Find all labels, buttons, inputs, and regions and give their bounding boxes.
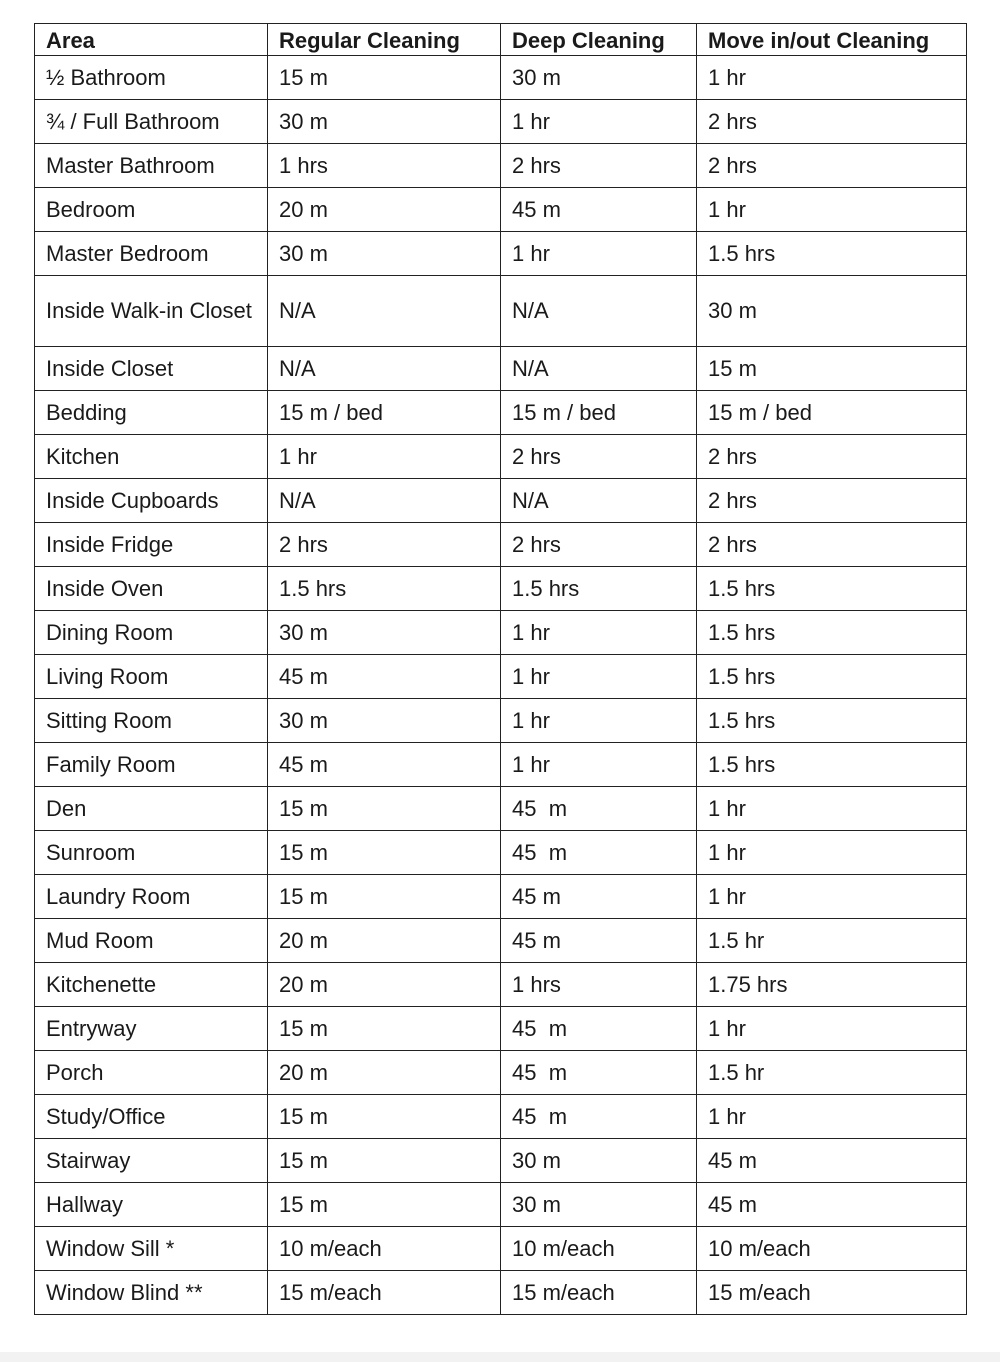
cell-area: Porch	[35, 1051, 268, 1095]
cell-regular: 1.5 hrs	[268, 567, 501, 611]
cell-deep: 45 m	[501, 875, 697, 919]
cell-area: Inside Walk-in Closet	[35, 276, 268, 347]
cell-area: ½ Bathroom	[35, 56, 268, 100]
cell-area: Family Room	[35, 743, 268, 787]
cell-regular: 2 hrs	[268, 523, 501, 567]
cell-move: 45 m	[697, 1183, 967, 1227]
table-row	[35, 963, 967, 1007]
cell-regular: 15 m	[268, 787, 501, 831]
table-row	[35, 875, 967, 919]
cell-area: Den	[35, 787, 268, 831]
cell-move: 1 hr	[697, 1095, 967, 1139]
cell-move: 1 hr	[697, 56, 967, 100]
cell-deep: 45 m	[501, 1007, 697, 1051]
table-row	[35, 1051, 967, 1095]
cell-area: Stairway	[35, 1139, 268, 1183]
cell-deep: 1.5 hrs	[501, 567, 697, 611]
cell-deep: 1 hr	[501, 743, 697, 787]
cell-area: Dining Room	[35, 611, 268, 655]
cell-deep: 1 hr	[501, 655, 697, 699]
table-row	[35, 787, 967, 831]
table-row	[35, 919, 967, 963]
cell-regular: 30 m	[268, 232, 501, 276]
table-row	[35, 1007, 967, 1051]
cell-deep: 2 hrs	[501, 435, 697, 479]
cell-deep: 45 m	[501, 1095, 697, 1139]
cell-regular: 20 m	[268, 919, 501, 963]
cell-area: Sunroom	[35, 831, 268, 875]
cell-deep: N/A	[501, 276, 697, 347]
cell-regular: 15 m	[268, 875, 501, 919]
table-row	[35, 567, 967, 611]
cell-regular: 20 m	[268, 188, 501, 232]
cell-regular: N/A	[268, 276, 501, 347]
header-move-in-out-cleaning: Move in/out Cleaning	[697, 24, 967, 56]
cell-move: 1.5 hrs	[697, 655, 967, 699]
cell-regular: 15 m/each	[268, 1271, 501, 1315]
cell-deep: 1 hr	[501, 100, 697, 144]
cell-move: 1.5 hrs	[697, 232, 967, 276]
cell-area: Inside Closet	[35, 347, 268, 391]
cell-regular: 20 m	[268, 963, 501, 1007]
header-area: Area	[35, 24, 268, 56]
cell-deep: 10 m/each	[501, 1227, 697, 1271]
cell-area: Bedroom	[35, 188, 268, 232]
cell-regular: 20 m	[268, 1051, 501, 1095]
cell-area: Laundry Room	[35, 875, 268, 919]
cell-regular: 45 m	[268, 655, 501, 699]
cell-regular: 15 m	[268, 831, 501, 875]
table-row	[35, 523, 967, 567]
cell-move: 2 hrs	[697, 144, 967, 188]
cell-move: 2 hrs	[697, 523, 967, 567]
cell-move: 1 hr	[697, 188, 967, 232]
cell-regular: N/A	[268, 479, 501, 523]
cell-regular: 15 m / bed	[268, 391, 501, 435]
cell-deep: 1 hr	[501, 611, 697, 655]
table-row	[35, 743, 967, 787]
cell-regular: 10 m/each	[268, 1227, 501, 1271]
cell-move: 2 hrs	[697, 435, 967, 479]
table-row	[35, 1271, 967, 1315]
table-row	[35, 699, 967, 743]
cell-area: Entryway	[35, 1007, 268, 1051]
table-row	[35, 1095, 967, 1139]
cell-regular: 15 m	[268, 1139, 501, 1183]
cell-deep: 45 m	[501, 1051, 697, 1095]
cell-area: Study/Office	[35, 1095, 268, 1139]
page-bottom-band	[0, 1352, 1000, 1362]
cell-area: Window Sill *	[35, 1227, 268, 1271]
cell-area: Living Room	[35, 655, 268, 699]
cell-regular: 45 m	[268, 743, 501, 787]
cell-move: 1.5 hr	[697, 919, 967, 963]
table-row	[35, 188, 967, 232]
cell-area: Mud Room	[35, 919, 268, 963]
cell-deep: 2 hrs	[501, 144, 697, 188]
cell-regular: N/A	[268, 347, 501, 391]
header-deep-cleaning: Deep Cleaning	[501, 24, 697, 56]
cell-move: 1 hr	[697, 787, 967, 831]
cell-deep: 30 m	[501, 1183, 697, 1227]
cell-deep: 45 m	[501, 787, 697, 831]
cell-area: Master Bathroom	[35, 144, 268, 188]
cell-move: 1.5 hrs	[697, 611, 967, 655]
cell-regular: 30 m	[268, 611, 501, 655]
cell-move: 2 hrs	[697, 479, 967, 523]
cell-deep: 30 m	[501, 56, 697, 100]
table-row	[35, 435, 967, 479]
cell-move: 1.75 hrs	[697, 963, 967, 1007]
cleaning-time-table	[34, 23, 967, 1315]
cell-area: Bedding	[35, 391, 268, 435]
table-row	[35, 100, 967, 144]
cell-area: ¾ / Full Bathroom	[35, 100, 268, 144]
table-row	[35, 1183, 967, 1227]
cell-move: 1.5 hrs	[697, 567, 967, 611]
cell-area: Kitchenette	[35, 963, 268, 1007]
cell-regular: 30 m	[268, 699, 501, 743]
table-row	[35, 831, 967, 875]
cell-move: 15 m/each	[697, 1271, 967, 1315]
table-row	[35, 1227, 967, 1271]
cell-move: 1 hr	[697, 831, 967, 875]
cell-deep: 45 m	[501, 919, 697, 963]
cell-deep: 30 m	[501, 1139, 697, 1183]
cell-regular: 15 m	[268, 1095, 501, 1139]
table-row	[35, 479, 967, 523]
cell-regular: 15 m	[268, 56, 501, 100]
table-row	[35, 347, 967, 391]
table-row	[35, 391, 967, 435]
cell-deep: 1 hrs	[501, 963, 697, 1007]
table-row	[35, 232, 967, 276]
cell-regular: 1 hr	[268, 435, 501, 479]
cell-move: 10 m/each	[697, 1227, 967, 1271]
cell-area: Hallway	[35, 1183, 268, 1227]
cell-deep: N/A	[501, 347, 697, 391]
cell-area: Kitchen	[35, 435, 268, 479]
cell-move: 1 hr	[697, 1007, 967, 1051]
cell-move: 1.5 hrs	[697, 699, 967, 743]
table-row	[35, 144, 967, 188]
cell-deep: 1 hr	[501, 232, 697, 276]
cell-deep: 2 hrs	[501, 523, 697, 567]
cell-move: 45 m	[697, 1139, 967, 1183]
cell-area: Inside Fridge	[35, 523, 268, 567]
cell-regular: 30 m	[268, 100, 501, 144]
cell-area: Master Bedroom	[35, 232, 268, 276]
cell-regular: 15 m	[268, 1007, 501, 1051]
cell-regular: 15 m	[268, 1183, 501, 1227]
cell-deep: 45 m	[501, 188, 697, 232]
cell-move: 15 m / bed	[697, 391, 967, 435]
header-regular-cleaning: Regular Cleaning	[268, 24, 501, 56]
table-row	[35, 56, 967, 100]
cell-deep: 15 m / bed	[501, 391, 697, 435]
table-row	[35, 276, 967, 347]
table-header-row	[35, 24, 967, 56]
cell-area: Window Blind **	[35, 1271, 268, 1315]
cell-move: 15 m	[697, 347, 967, 391]
cell-move: 1 hr	[697, 875, 967, 919]
cell-regular: 1 hrs	[268, 144, 501, 188]
table-row	[35, 1139, 967, 1183]
cell-area: Sitting Room	[35, 699, 268, 743]
cell-move: 2 hrs	[697, 100, 967, 144]
cell-move: 30 m	[697, 276, 967, 347]
table-row	[35, 655, 967, 699]
cell-move: 1.5 hr	[697, 1051, 967, 1095]
cell-deep: N/A	[501, 479, 697, 523]
table-row	[35, 611, 967, 655]
cell-move: 1.5 hrs	[697, 743, 967, 787]
cell-deep: 15 m/each	[501, 1271, 697, 1315]
cell-area: Inside Cupboards	[35, 479, 268, 523]
cell-deep: 1 hr	[501, 699, 697, 743]
cell-deep: 45 m	[501, 831, 697, 875]
cell-area: Inside Oven	[35, 567, 268, 611]
